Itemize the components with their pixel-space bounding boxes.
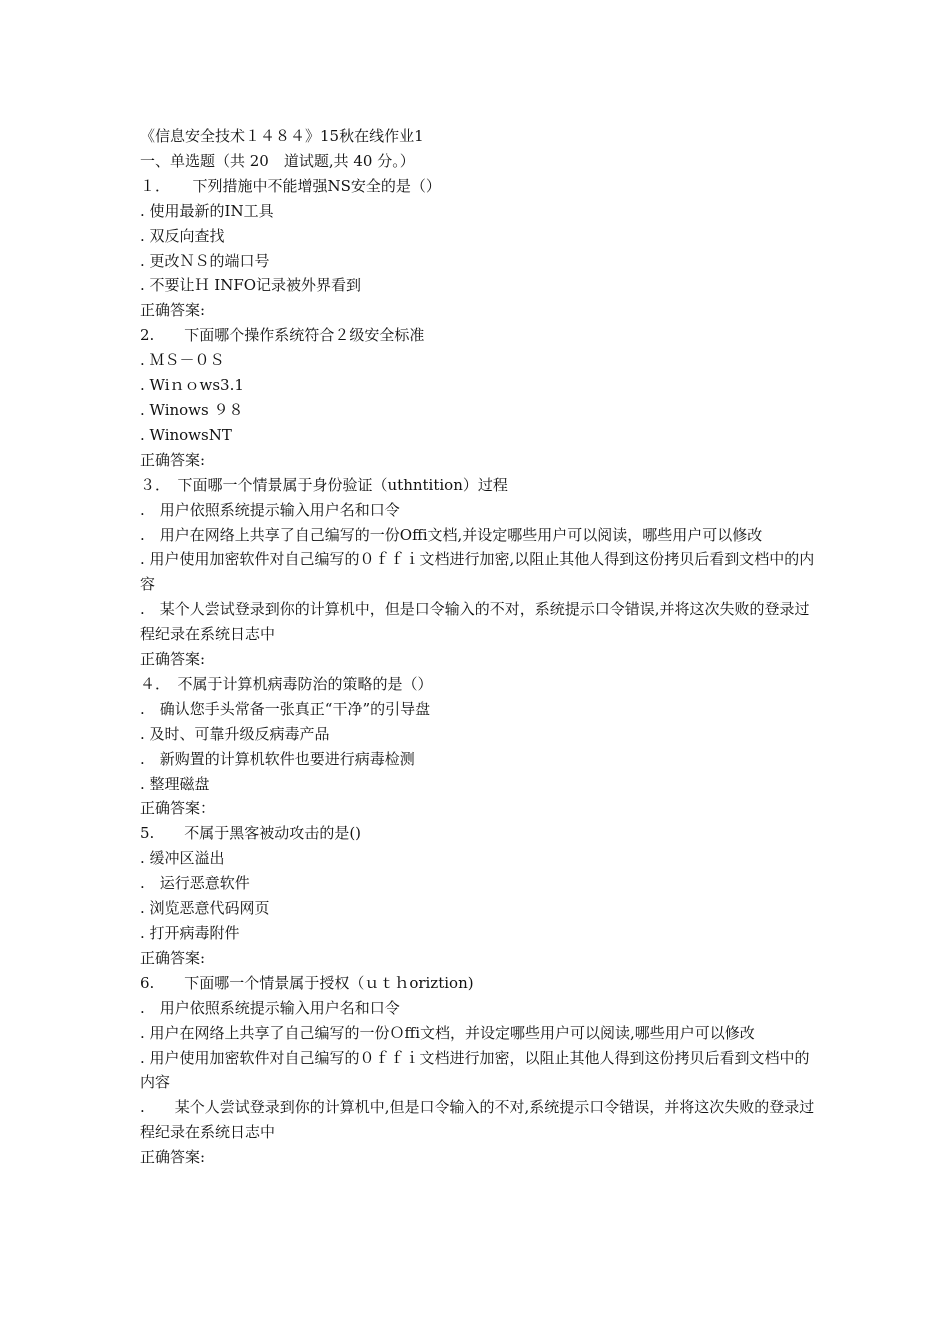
- option-d: . 整理磁盘: [140, 774, 210, 793]
- option-d: . 某个人尝试登录到你的计算机中，但是口令输入的不对，系统提示口令错误,并将这次失败的登录过程纪录在系统日志中: [140, 600, 810, 644]
- answer-label: 正确答案:: [140, 301, 206, 320]
- answer-label: 正确答案:: [140, 650, 206, 669]
- question-stem: ３． 下面哪一个情景属于身份验证（uthntition）过程: [140, 475, 508, 494]
- option-a: . 用户依照系统提示输入用户名和口令: [140, 500, 400, 519]
- option-d: . 不要让Ｈ INFO记录被外界看到: [140, 276, 362, 295]
- option-c: . 更改ＮＳ的端口号: [140, 251, 270, 270]
- option-b: . 用户在网络上共享了自己编写的一份Offi文档,并设定哪些用户可以阅读，哪些用户可以修改: [140, 525, 763, 544]
- option-c: . Winows ９８: [140, 400, 244, 419]
- option-a: . 缓冲区溢出: [140, 849, 225, 868]
- option-c: . 浏览恶意代码网页: [140, 899, 270, 918]
- answer-label: 正确答案:: [140, 450, 206, 469]
- option-d: . 打开病毒附件: [140, 924, 240, 942]
- question-3: [140, 473, 815, 672]
- answer-label: 正确答案:: [140, 1148, 206, 1167]
- question-4: [140, 672, 815, 821]
- option-b: . 用户在网络上共享了自己编写的一份Ｏffi文档，并设定哪些用户可以阅读,哪些用户可以修改: [140, 1023, 755, 1042]
- document-title: 《信息安全技术１４８４》15秋在线作业1: [140, 127, 424, 145]
- option-a: . 使用最新的IN工具: [140, 201, 274, 220]
- question-5: [140, 821, 815, 970]
- option-c: . 新购置的计算机软件也要进行病毒检测: [140, 749, 415, 768]
- question-stem: 6. 下面哪一个情景属于授权（ｕｔｈoriztion): [140, 973, 474, 992]
- answer-label: 正确答案：: [140, 799, 216, 818]
- document-page: [140, 124, 815, 1170]
- option-b: . 双反向查找: [140, 226, 225, 245]
- answer-label: 正确答案:: [140, 948, 206, 967]
- question-stem: 2. 下面哪个操作系统符合２级安全标准: [140, 326, 425, 345]
- question-stem: １． 下列措施中不能增强NS安全的是（）: [140, 176, 441, 195]
- question-stem: 5. 不属于黑客被动攻击的是(): [140, 824, 362, 843]
- option-d: . 某个人尝试登录到你的计算机中,但是口令输入的不对,系统提示口令错误，并将这次失败的登录过程纪录在系统日志中: [140, 1098, 815, 1142]
- option-d: . WinowsNT: [140, 425, 232, 444]
- section-heading: 一、单选题（共 20 道试题,共 40 分。）: [140, 151, 415, 170]
- question-6: [140, 971, 815, 1170]
- option-a: . 确认您手头常备一张真正“干净”的引导盘: [140, 699, 431, 718]
- question-2: [140, 323, 815, 472]
- question-stem: ４． 不属于计算机病毒防治的策略的是（）: [140, 674, 433, 693]
- option-c: . 用户使用加密软件对自己编写的０ｆｆｉ文档进行加密，以阻止其他人得到这份拷贝后看到文档中的内容: [140, 1048, 810, 1092]
- question-1: [140, 174, 815, 323]
- option-b: . 及时、可靠升级反病毒产品: [140, 724, 330, 743]
- option-c: . 用户使用加密软件对自己编写的０ｆｆｉ文档进行加密,以阻止其他人得到这份拷贝后看到文档中的内容: [140, 550, 815, 594]
- option-a: . 用户依照系统提示输入用户名和口令: [140, 998, 400, 1017]
- option-b: . 运行恶意软件: [140, 874, 250, 893]
- option-b: . Wiｎｏws3.1: [140, 376, 244, 395]
- option-a: . ＭＳ－０Ｓ: [140, 351, 225, 370]
